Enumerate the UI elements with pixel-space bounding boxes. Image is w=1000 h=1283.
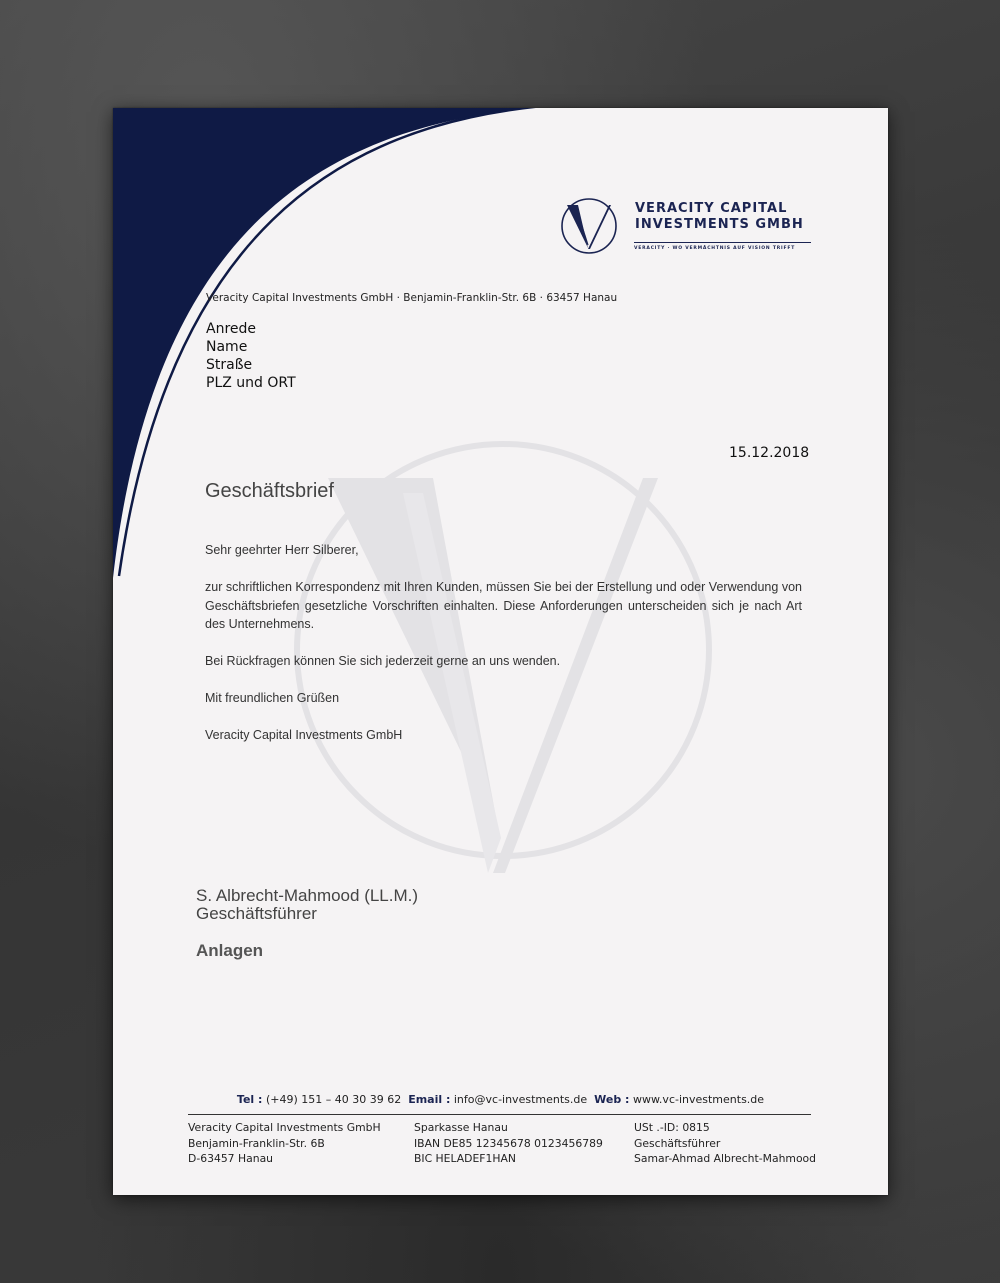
address-salutation: Anrede xyxy=(206,321,257,337)
recipient-address xyxy=(206,320,296,392)
closing: Mit freundlichen Grüßen xyxy=(205,691,340,705)
signer-name: S. Albrecht-Mahmood (LL.M.) xyxy=(196,886,419,905)
email-value: info@vc-investments.de xyxy=(453,1093,588,1106)
footer-md-name: Samar-Ahmad Albrecht-Mahmood xyxy=(634,1152,817,1165)
v-circle-logo-icon xyxy=(559,196,619,256)
email-label: Email : xyxy=(408,1093,451,1106)
address-name: Name xyxy=(206,339,248,355)
letter-body xyxy=(205,541,802,763)
address-street: Straße xyxy=(206,357,253,373)
footer-legal-column xyxy=(634,1120,816,1167)
footer-bic: BIC HELADEF1HAN xyxy=(414,1152,516,1165)
footer-bank-column xyxy=(414,1120,603,1167)
address-city: PLZ und ORT xyxy=(206,375,296,391)
tel-value: (+49) 151 – 40 30 39 62 xyxy=(265,1093,402,1106)
body-paragraph-1: zur schriftlichen Korrespondenz mit Ihren Kunden, müssen Sie bei der Erstellung und oder Verwendung von Geschäftsbriefen gesetzliche Vorschriften einhalten. Diese Anforderungen unterscheiden sich je nach Art des Unternehmens. xyxy=(205,580,802,631)
footer-md-label: Geschäftsführer xyxy=(634,1136,721,1150)
letter-date: 15.12.2018 xyxy=(729,445,810,461)
signer-title: Geschäftsführer xyxy=(196,904,317,923)
attachments-heading: Anlagen xyxy=(196,941,264,960)
brand-name xyxy=(635,201,804,233)
logo-divider xyxy=(634,242,811,243)
brand-name-line2: INVESTMENTS GMBH xyxy=(635,217,804,232)
sender-line: Veracity Capital Investments GmbH · Benjamin-Franklin-Str. 6B · 63457 Hanau xyxy=(206,292,618,304)
contact-line xyxy=(113,1093,888,1106)
footer-divider xyxy=(188,1114,811,1115)
tel-label: Tel : xyxy=(236,1093,263,1106)
body-paragraph-2: Bei Rückfragen können Sie sich jederzeit gerne an uns wenden. xyxy=(205,654,561,668)
salutation: Sehr geehrter Herr Silberer, xyxy=(205,543,359,557)
footer-company-city: D-63457 Hanau xyxy=(188,1152,274,1165)
signature-block xyxy=(196,887,418,923)
footer-company-column xyxy=(188,1120,381,1167)
footer-vat-id: USt .-ID: 0815 xyxy=(634,1121,710,1134)
closing-company: Veracity Capital Investments GmbH xyxy=(205,728,403,742)
brand-tagline: VERACITY · WO VERMÄCHTNIS AUF VISION TRIFFT xyxy=(634,246,796,251)
letter-subject: Geschäftsbrief xyxy=(205,480,334,502)
footer-bank-name: Sparkasse Hanau xyxy=(414,1121,508,1134)
footer-company-street: Benjamin-Franklin-Str. 6B xyxy=(188,1136,325,1150)
brand-name-line1: VERACITY CAPITAL xyxy=(635,201,788,216)
web-label: Web : xyxy=(594,1093,630,1106)
letterhead-page xyxy=(113,108,888,1195)
footer-iban: IBAN DE85 12345678 0123456789 xyxy=(414,1136,603,1150)
web-value: www.vc-investments.de xyxy=(632,1093,765,1106)
footer-company-name: Veracity Capital Investments GmbH xyxy=(188,1121,381,1134)
